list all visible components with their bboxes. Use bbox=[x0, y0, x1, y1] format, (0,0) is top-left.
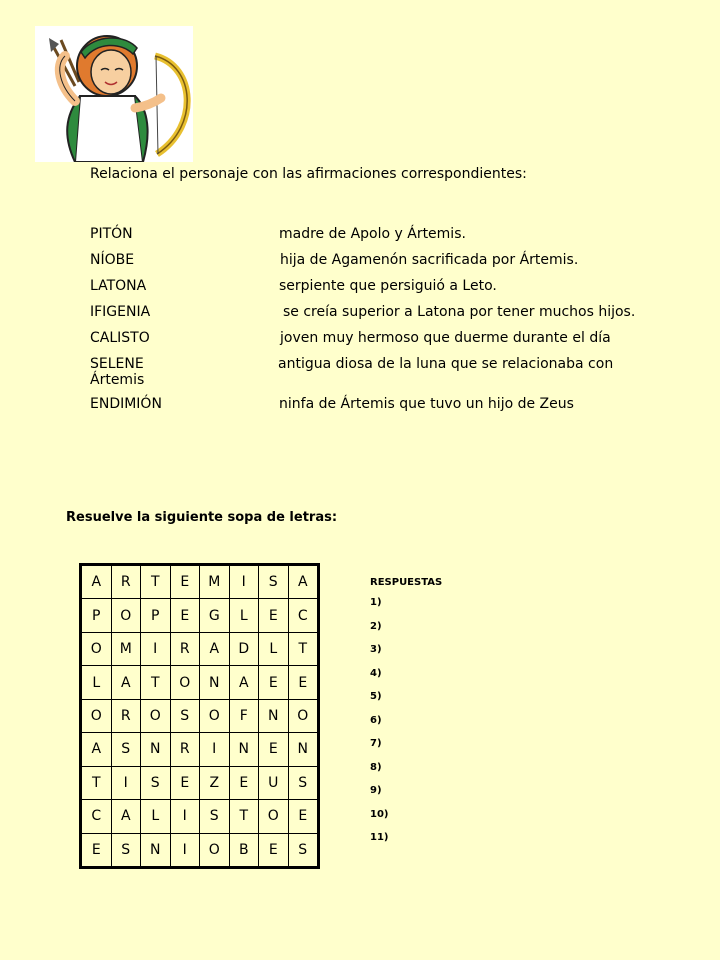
wordsearch-cell[interactable]: R bbox=[170, 733, 200, 766]
answer-line[interactable]: 11) bbox=[370, 832, 389, 843]
wordsearch-cell[interactable]: O bbox=[111, 599, 141, 632]
answer-line[interactable]: 9) bbox=[370, 785, 382, 796]
wordsearch-cell[interactable]: B bbox=[229, 833, 259, 867]
wordsearch-cell[interactable]: E bbox=[170, 599, 200, 632]
wordsearch-row bbox=[82, 599, 318, 632]
wordsearch-cell[interactable]: O bbox=[200, 833, 230, 867]
wordsearch-cell[interactable]: A bbox=[111, 666, 141, 699]
answer-line[interactable]: 4) bbox=[370, 667, 382, 679]
wordsearch-cell[interactable]: M bbox=[200, 566, 230, 599]
matching-row bbox=[90, 226, 670, 252]
wordsearch-cell[interactable]: R bbox=[170, 632, 200, 665]
wordsearch-title: Resuelve la siguiente sopa de letras: bbox=[66, 510, 338, 525]
wordsearch-cell[interactable]: N bbox=[200, 666, 230, 699]
wordsearch-cell[interactable]: O bbox=[170, 666, 200, 699]
wordsearch-cell[interactable]: N bbox=[141, 733, 171, 766]
wordsearch-cell[interactable]: T bbox=[141, 666, 171, 699]
wordsearch-cell[interactable]: N bbox=[288, 733, 318, 766]
wordsearch-cell[interactable]: S bbox=[288, 833, 318, 867]
wordsearch-cell[interactable]: S bbox=[111, 733, 141, 766]
wordsearch-cell[interactable]: M bbox=[111, 632, 141, 665]
statement: hija de Agamenón sacrificada por Ártemis. bbox=[280, 252, 579, 268]
wordsearch-cell[interactable]: A bbox=[200, 632, 230, 665]
answers-title: RESPUESTAS bbox=[370, 577, 443, 588]
wordsearch-cell[interactable]: N bbox=[259, 699, 289, 732]
matching-row bbox=[90, 278, 670, 304]
wordsearch-cell[interactable]: E bbox=[170, 566, 200, 599]
statement-continuation: Ártemis bbox=[90, 372, 145, 388]
character-name: SELENE bbox=[90, 356, 144, 372]
statement: ninfa de Ártemis que tuvo un hijo de Zeus bbox=[279, 396, 574, 412]
wordsearch-cell[interactable]: O bbox=[82, 632, 112, 665]
answer-line[interactable]: 10) bbox=[370, 808, 389, 820]
wordsearch-cell[interactable]: N bbox=[229, 733, 259, 766]
wordsearch-row bbox=[82, 766, 318, 799]
character-name: NÍOBE bbox=[90, 252, 135, 268]
wordsearch-cell[interactable]: C bbox=[288, 599, 318, 632]
wordsearch-cell[interactable]: O bbox=[288, 699, 318, 732]
character-name: CALISTO bbox=[90, 330, 150, 346]
wordsearch-cell[interactable]: P bbox=[141, 599, 171, 632]
answer-line[interactable]: 3) bbox=[370, 644, 382, 655]
statement: joven muy hermoso que duerme durante el día bbox=[280, 330, 611, 346]
wordsearch-row bbox=[82, 666, 318, 699]
wordsearch-cell[interactable]: I bbox=[170, 800, 200, 833]
wordsearch-cell[interactable]: U bbox=[259, 766, 289, 799]
wordsearch-cell[interactable]: R bbox=[111, 699, 141, 732]
wordsearch-row bbox=[82, 733, 318, 766]
wordsearch-cell[interactable]: O bbox=[82, 699, 112, 732]
matching-row bbox=[90, 252, 670, 278]
wordsearch-cell[interactable]: F bbox=[229, 699, 259, 732]
wordsearch-cell[interactable]: A bbox=[82, 733, 112, 766]
statement: serpiente que persiguió a Leto. bbox=[279, 278, 497, 294]
character-name: ENDIMIÓN bbox=[90, 396, 162, 412]
wordsearch-cell[interactable]: E bbox=[170, 766, 200, 799]
wordsearch-cell[interactable]: O bbox=[259, 800, 289, 833]
wordsearch-table bbox=[81, 565, 318, 867]
wordsearch-row bbox=[82, 833, 318, 867]
wordsearch-cell[interactable]: S bbox=[288, 766, 318, 799]
wordsearch-cell[interactable]: O bbox=[141, 699, 171, 732]
character-name: IFIGENIA bbox=[90, 304, 151, 320]
wordsearch-cell[interactable]: I bbox=[111, 766, 141, 799]
wordsearch-cell[interactable]: S bbox=[259, 566, 289, 599]
wordsearch-cell[interactable]: I bbox=[141, 632, 171, 665]
wordsearch-cell[interactable]: E bbox=[288, 666, 318, 699]
answer-line[interactable]: 5) bbox=[370, 691, 382, 702]
answers-list bbox=[370, 597, 442, 856]
wordsearch-cell[interactable]: T bbox=[229, 800, 259, 833]
wordsearch-cell[interactable]: S bbox=[170, 699, 200, 732]
wordsearch-cell[interactable]: I bbox=[170, 833, 200, 867]
wordsearch-cell[interactable]: S bbox=[141, 766, 171, 799]
wordsearch-cell[interactable]: A bbox=[111, 800, 141, 833]
matching-row bbox=[90, 304, 670, 330]
wordsearch-cell[interactable]: L bbox=[141, 800, 171, 833]
matching-row bbox=[90, 330, 670, 356]
wordsearch-cell[interactable]: E bbox=[82, 833, 112, 867]
answer-line[interactable]: 1) bbox=[370, 597, 382, 608]
wordsearch-cell[interactable]: T bbox=[288, 632, 318, 665]
wordsearch-cell[interactable]: I bbox=[229, 566, 259, 599]
wordsearch-cell[interactable]: G bbox=[200, 599, 230, 632]
statement: madre de Apolo y Ártemis. bbox=[279, 226, 466, 242]
statement: se creía superior a Latona por tener muchos hijos. bbox=[283, 304, 636, 320]
wordsearch-cell[interactable]: Z bbox=[200, 766, 230, 799]
wordsearch-cell[interactable]: L bbox=[82, 666, 112, 699]
matching-list bbox=[90, 226, 670, 422]
wordsearch-cell[interactable]: T bbox=[141, 566, 171, 599]
answer-line[interactable]: 2) bbox=[370, 620, 382, 632]
wordsearch-cell[interactable]: S bbox=[200, 800, 230, 833]
wordsearch-cell[interactable]: E bbox=[259, 833, 289, 867]
wordsearch-row bbox=[82, 566, 318, 599]
wordsearch-cell[interactable]: E bbox=[259, 733, 289, 766]
wordsearch-cell[interactable]: A bbox=[229, 666, 259, 699]
statement: antigua diosa de la luna que se relacionaba con bbox=[278, 356, 614, 372]
wordsearch-cell[interactable]: L bbox=[259, 632, 289, 665]
instruction-text: Relaciona el personaje con las afirmaciones correspondientes: bbox=[90, 166, 527, 182]
answer-line[interactable]: 6) bbox=[370, 714, 382, 726]
wordsearch-cell[interactable]: O bbox=[200, 699, 230, 732]
wordsearch-cell[interactable]: T bbox=[82, 766, 112, 799]
wordsearch-cell[interactable]: N bbox=[141, 833, 171, 867]
answers-panel bbox=[370, 577, 442, 856]
wordsearch-cell[interactable]: S bbox=[111, 833, 141, 867]
wordsearch-cell[interactable]: E bbox=[259, 599, 289, 632]
character-name: PITÓN bbox=[90, 226, 133, 242]
wordsearch-cell[interactable]: C bbox=[82, 800, 112, 833]
artemis-illustration bbox=[35, 26, 193, 162]
wordsearch-cell[interactable]: E bbox=[288, 800, 318, 833]
answer-line[interactable]: 8) bbox=[370, 761, 382, 773]
wordsearch-cell[interactable]: E bbox=[229, 766, 259, 799]
wordsearch-cell[interactable]: A bbox=[82, 566, 112, 599]
wordsearch-row bbox=[82, 699, 318, 732]
wordsearch-grid bbox=[79, 563, 320, 869]
answer-line[interactable]: 7) bbox=[370, 738, 382, 749]
wordsearch-cell[interactable]: A bbox=[288, 566, 318, 599]
wordsearch-cell[interactable]: R bbox=[111, 566, 141, 599]
matching-row bbox=[90, 396, 670, 422]
wordsearch-row bbox=[82, 800, 318, 833]
wordsearch-cell[interactable]: E bbox=[259, 666, 289, 699]
wordsearch-cell[interactable]: I bbox=[200, 733, 230, 766]
character-name: LATONA bbox=[90, 278, 147, 294]
wordsearch-cell[interactable]: L bbox=[229, 599, 259, 632]
wordsearch-cell[interactable]: D bbox=[229, 632, 259, 665]
artemis-with-bow-icon bbox=[35, 26, 193, 162]
wordsearch-row bbox=[82, 632, 318, 665]
matching-row bbox=[90, 356, 670, 396]
wordsearch-cell[interactable]: P bbox=[82, 599, 112, 632]
